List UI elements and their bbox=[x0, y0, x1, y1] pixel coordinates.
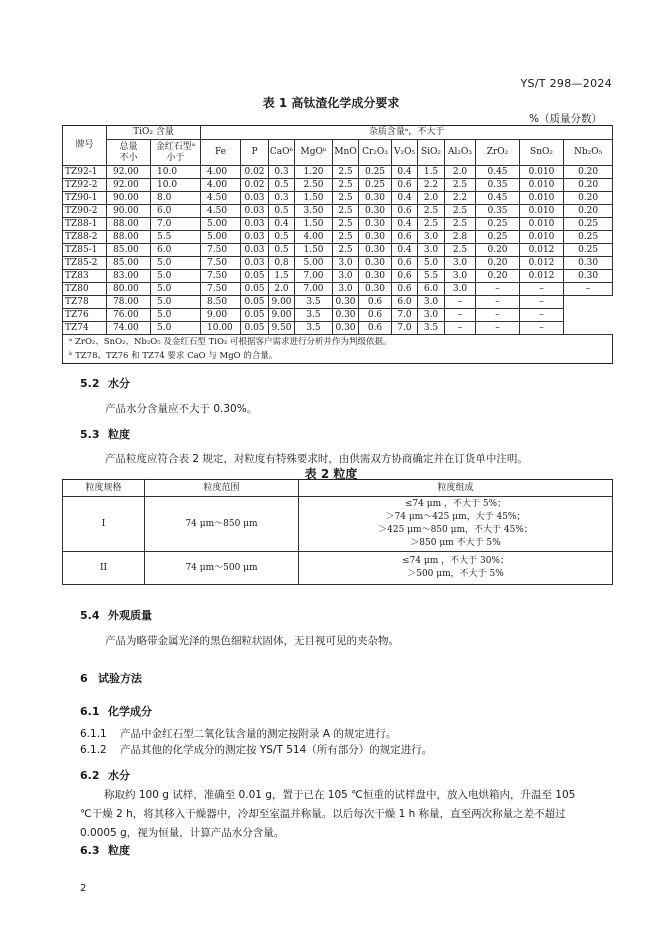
table-cell: 5.0 bbox=[151, 257, 201, 270]
table-cell: 7.0 bbox=[151, 218, 201, 231]
table-cell: – bbox=[445, 309, 476, 322]
table-cell: 0.010 bbox=[520, 231, 564, 244]
table-cell: 7.50 bbox=[201, 244, 241, 257]
table-cell: 0.6 bbox=[392, 231, 418, 244]
table-cell: 7.50 bbox=[201, 257, 241, 270]
section-5-2-text: 产品水分含量应不大于 0.30%。 bbox=[105, 403, 258, 415]
table-cell: 0.20 bbox=[476, 257, 520, 270]
table-cell: 0.5 bbox=[269, 205, 295, 218]
section-5-3-heading: 5.3 粒度 bbox=[80, 428, 130, 441]
table-cell: 4.50 bbox=[201, 192, 241, 205]
table-cell: 0.20 bbox=[476, 270, 520, 283]
section-5-4-text: 产品为略带金属光泽的黑色细粒状固体，无目视可见的夹杂物。 bbox=[105, 635, 399, 647]
table-cell: 74.00 bbox=[107, 322, 151, 335]
header-impurity-10: SnO₂ bbox=[520, 140, 564, 166]
table-cell: 0.45 bbox=[476, 192, 520, 205]
table-cell: 4.00 bbox=[201, 166, 241, 179]
table-cell: – bbox=[445, 296, 476, 309]
table-cell: – bbox=[520, 296, 564, 309]
table-cell: 6.0 bbox=[151, 244, 201, 257]
table-cell: TZ92-1 bbox=[63, 166, 107, 179]
table-cell: 76.00 bbox=[107, 309, 151, 322]
header-impurity-7: SiO₂ bbox=[418, 140, 445, 166]
table-cell: – bbox=[476, 296, 520, 309]
t2-header-composition: 粒度组成 bbox=[299, 480, 613, 497]
table-cell: 2.5 bbox=[333, 192, 359, 205]
table-cell: 0.6 bbox=[392, 270, 418, 283]
table-cell: 1.20 bbox=[295, 166, 333, 179]
header-impurity-4: MnO bbox=[333, 140, 359, 166]
table-cell: 90.00 bbox=[107, 205, 151, 218]
table-cell: 5.0 bbox=[151, 270, 201, 283]
table-cell: 0.30 bbox=[333, 309, 359, 322]
table-row bbox=[63, 231, 613, 244]
table-cell: TZ88-1 bbox=[63, 218, 107, 231]
table-cell: 0.010 bbox=[520, 205, 564, 218]
table-cell: 0.30 bbox=[359, 283, 392, 296]
table-note: ᵃ ZrO₂、SnO₂、Nb₂O₅ 及金红石型 TiO₂ 可根据客户需求进行分析并作为判级依据。 bbox=[63, 335, 613, 350]
table-cell: 3.0 bbox=[445, 257, 476, 270]
table-cell: 8.50 bbox=[201, 296, 241, 309]
table-cell: 0.20 bbox=[564, 205, 613, 218]
table-cell: 0.30 bbox=[359, 244, 392, 257]
table-cell: 5.00 bbox=[201, 218, 241, 231]
table-cell: 0.20 bbox=[564, 179, 613, 192]
section-6-3-heading: 6.3 粒度 bbox=[80, 844, 130, 857]
header-tio2: TiO₂ 含量 bbox=[107, 126, 201, 140]
table-cell: 3.0 bbox=[418, 244, 445, 257]
table-cell: 5.5 bbox=[151, 231, 201, 244]
table-cell: TZ88-2 bbox=[63, 231, 107, 244]
table-cell: 3.0 bbox=[418, 309, 445, 322]
table-cell: 10.0 bbox=[151, 166, 201, 179]
t2-header-spec: 粒度规格 bbox=[63, 480, 145, 497]
table-cell: 5.00 bbox=[295, 257, 333, 270]
table-cell: 5.0 bbox=[151, 322, 201, 335]
table-cell: 1.50 bbox=[295, 192, 333, 205]
table-cell: 0.30 bbox=[564, 270, 613, 283]
table-cell: 0.20 bbox=[564, 192, 613, 205]
table-cell: 0.03 bbox=[241, 205, 269, 218]
t2-spec: I bbox=[63, 497, 145, 552]
table-cell: 2.8 bbox=[445, 231, 476, 244]
table-cell: 3.0 bbox=[333, 257, 359, 270]
table-cell: 0.010 bbox=[520, 192, 564, 205]
table1-unit: %（质量分数） bbox=[529, 113, 602, 125]
header-impurity-1: P bbox=[241, 140, 269, 166]
t2-header-range: 粒度范围 bbox=[145, 480, 299, 497]
table-cell: 7.0 bbox=[392, 309, 418, 322]
header-rutile: 金红石型ᵃ 小于 bbox=[151, 140, 201, 166]
section-6-1-heading: 6.1 化学成分 bbox=[80, 705, 152, 718]
table-cell: 0.03 bbox=[241, 257, 269, 270]
table-cell: 0.010 bbox=[520, 179, 564, 192]
table-row bbox=[63, 205, 613, 218]
table-cell: 80.00 bbox=[107, 283, 151, 296]
table1-title: 表 1 高钛渣化学成分要求 bbox=[262, 96, 400, 110]
table-cell: 0.5 bbox=[269, 231, 295, 244]
header-impurity-3: MgOᵇ bbox=[295, 140, 333, 166]
table-cell: 0.6 bbox=[392, 205, 418, 218]
table-note-row bbox=[63, 349, 613, 364]
table-cell: 0.4 bbox=[269, 218, 295, 231]
table-note-row bbox=[63, 335, 613, 350]
standard-code: YS/T 298—2024 bbox=[520, 77, 612, 90]
table-cell: – bbox=[476, 309, 520, 322]
table-cell: 0.20 bbox=[476, 244, 520, 257]
header-grade: 牌号 bbox=[63, 126, 107, 166]
t2-composition: ≤74 μm ，不大于 30%； ＞500 μm，不大于 5% bbox=[299, 552, 613, 585]
table-cell: 7.50 bbox=[201, 270, 241, 283]
table-row bbox=[63, 309, 613, 322]
table-cell: 10.00 bbox=[201, 322, 241, 335]
header-impurity-8: Al₂O₃ bbox=[445, 140, 476, 166]
table-row bbox=[63, 244, 613, 257]
table-cell: 2.5 bbox=[333, 218, 359, 231]
table-cell: 2.5 bbox=[418, 205, 445, 218]
table-cell: 4.50 bbox=[201, 205, 241, 218]
table-cell: 1.50 bbox=[295, 244, 333, 257]
table-cell: 4.00 bbox=[201, 179, 241, 192]
table-cell: 0.05 bbox=[241, 309, 269, 322]
table-cell: 9.00 bbox=[269, 296, 295, 309]
table-cell: 0.25 bbox=[564, 231, 613, 244]
table-cell: 8.0 bbox=[151, 192, 201, 205]
table-cell: 0.30 bbox=[359, 192, 392, 205]
section-6-2-heading: 6.2 水分 bbox=[80, 769, 130, 782]
section-6-heading: 6 试验方法 bbox=[80, 672, 142, 685]
table-cell: TZ80 bbox=[63, 283, 107, 296]
table-cell: 2.5 bbox=[445, 179, 476, 192]
header-impurity-9: ZrO₂ bbox=[476, 140, 520, 166]
table-cell: 4.00 bbox=[295, 231, 333, 244]
t2-spec: II bbox=[63, 552, 145, 585]
table-row bbox=[63, 192, 613, 205]
table-cell: 0.35 bbox=[476, 205, 520, 218]
table-cell: 0.6 bbox=[359, 322, 392, 335]
table-cell: 0.25 bbox=[476, 231, 520, 244]
table-cell: 88.00 bbox=[107, 231, 151, 244]
table-cell: 0.4 bbox=[392, 218, 418, 231]
table2-title: 表 2 粒度 bbox=[304, 467, 358, 481]
table-cell: 83.00 bbox=[107, 270, 151, 283]
table-cell: 0.02 bbox=[241, 179, 269, 192]
table-cell: 3.0 bbox=[445, 283, 476, 296]
table-cell: 0.5 bbox=[269, 179, 295, 192]
table-cell: 6.0 bbox=[151, 205, 201, 218]
section-6-2-text: 称取约 100 g 试样，准确至 0.01 g，置于已在 105 ℃恒重的试样盘中，放入电烘箱内，升温至 105 ℃干燥 2 h，将其移入干燥器中，冷却至室温并称量。以后每次干燥 1 h 称量，直至两次称量之差不超过 0.0005 g，视为恒量，计算产品水分含量。 bbox=[80, 789, 576, 839]
table-cell: 90.00 bbox=[107, 192, 151, 205]
table-cell: 0.3 bbox=[269, 166, 295, 179]
section-5-3-text: 产品粒度应符合表 2 规定，对粒度有特殊要求时，由供需双方协商确定并在订货单中注明。 bbox=[105, 453, 528, 465]
table-cell: 0.012 bbox=[520, 257, 564, 270]
table-cell: TZ85-2 bbox=[63, 257, 107, 270]
table-note: ᵇ TZ78、TZ76 和 TZ74 要求 CaO 与 MgO 的合量。 bbox=[63, 349, 613, 364]
table-cell: 0.6 bbox=[392, 257, 418, 270]
table-cell: 2.5 bbox=[445, 218, 476, 231]
table-cell: 0.8 bbox=[269, 257, 295, 270]
table-cell: 3.0 bbox=[333, 283, 359, 296]
section-5-4-heading: 5.4 外观质量 bbox=[80, 609, 152, 622]
table-cell: 0.03 bbox=[241, 218, 269, 231]
table-cell: 2.5 bbox=[445, 205, 476, 218]
table-row bbox=[63, 283, 613, 296]
table-cell: 5.0 bbox=[151, 296, 201, 309]
table-cell: 0.4 bbox=[392, 192, 418, 205]
t2-range: 74 μm～850 μm bbox=[145, 497, 299, 552]
table-row bbox=[63, 270, 613, 283]
table-cell: 6.0 bbox=[392, 296, 418, 309]
table-cell: 0.4 bbox=[392, 244, 418, 257]
table2-row bbox=[63, 497, 613, 552]
table-cell: 7.50 bbox=[201, 283, 241, 296]
header-impurity-0: Fe bbox=[201, 140, 241, 166]
table-cell: 9.00 bbox=[269, 309, 295, 322]
table-cell: 5.0 bbox=[151, 283, 201, 296]
table-cell: TZ92-2 bbox=[63, 179, 107, 192]
table-cell: 0.012 bbox=[520, 244, 564, 257]
table-cell: 3.5 bbox=[295, 309, 333, 322]
table-cell: 3.50 bbox=[295, 205, 333, 218]
table-cell: 0.25 bbox=[359, 179, 392, 192]
table-cell: 0.6 bbox=[392, 179, 418, 192]
table-cell: 0.5 bbox=[269, 244, 295, 257]
table-cell: – bbox=[476, 322, 520, 335]
table-cell: TZ76 bbox=[63, 309, 107, 322]
table-cell: – bbox=[520, 322, 564, 335]
table-cell: 2.5 bbox=[333, 205, 359, 218]
table-cell: TZ83 bbox=[63, 270, 107, 283]
table-cell: 2.5 bbox=[418, 218, 445, 231]
table-cell: – bbox=[520, 283, 564, 296]
table-cell: 10.0 bbox=[151, 179, 201, 192]
table-cell: 92.00 bbox=[107, 166, 151, 179]
table-cell: 2.5 bbox=[333, 231, 359, 244]
table-cell: 0.010 bbox=[520, 218, 564, 231]
table-cell: 7.00 bbox=[295, 270, 333, 283]
table-row bbox=[63, 218, 613, 231]
table-cell: 3.0 bbox=[445, 270, 476, 283]
table-cell: 0.25 bbox=[564, 218, 613, 231]
table-cell: 2.5 bbox=[333, 179, 359, 192]
table-cell: 3.5 bbox=[295, 296, 333, 309]
table-cell: 7.0 bbox=[392, 322, 418, 335]
table-cell: – bbox=[520, 309, 564, 322]
table-cell: 0.30 bbox=[564, 257, 613, 270]
t2-range: 74 μm～500 μm bbox=[145, 552, 299, 585]
table-row bbox=[63, 322, 613, 335]
table-cell: 0.02 bbox=[241, 166, 269, 179]
table-cell: 9.00 bbox=[201, 309, 241, 322]
table-row bbox=[63, 257, 613, 270]
table-cell: 5.0 bbox=[418, 257, 445, 270]
table-row bbox=[63, 166, 613, 179]
page-number: 2 bbox=[80, 883, 87, 894]
table-cell: 2.50 bbox=[295, 179, 333, 192]
table-cell: 0.25 bbox=[476, 218, 520, 231]
table-cell: 0.30 bbox=[333, 296, 359, 309]
table-cell: 0.05 bbox=[241, 283, 269, 296]
table-cell: 1.5 bbox=[269, 270, 295, 283]
header-impurity-11: Nb₂O₅ bbox=[564, 140, 613, 166]
table-cell: 5.00 bbox=[201, 231, 241, 244]
table-cell: TZ90-1 bbox=[63, 192, 107, 205]
table-cell: 0.03 bbox=[241, 192, 269, 205]
table-cell: 5.5 bbox=[418, 270, 445, 283]
table-cell: 0.03 bbox=[241, 231, 269, 244]
table-cell: 0.25 bbox=[564, 244, 613, 257]
table-cell: – bbox=[445, 322, 476, 335]
table-cell: 1.5 bbox=[418, 166, 445, 179]
section-6-1-1: 6.1.1 产品中金红石型二氧化钛含量的测定按附录 A 的规定进行。 bbox=[80, 728, 397, 740]
table-cell: 2.0 bbox=[269, 283, 295, 296]
table-cell: 0.20 bbox=[564, 166, 613, 179]
table-cell: 6.0 bbox=[418, 283, 445, 296]
table-cell: 1.50 bbox=[295, 218, 333, 231]
table-cell: TZ74 bbox=[63, 322, 107, 335]
table-cell: 0.30 bbox=[359, 205, 392, 218]
table-row bbox=[63, 179, 613, 192]
table-cell: 0.6 bbox=[359, 309, 392, 322]
particle-size-table bbox=[62, 479, 613, 585]
t2-composition: ≤74 μm ，不大于 5%； ＞74 μm～425 μm，大于 45%； ＞425 μm～850 μm，不大于 45%； ＞850 μm 不大于 5% bbox=[299, 497, 613, 552]
header-impurity-6: V₂O₅ bbox=[392, 140, 418, 166]
table-cell: 0.4 bbox=[392, 166, 418, 179]
table-cell: 0.3 bbox=[269, 192, 295, 205]
table-cell: 0.05 bbox=[241, 322, 269, 335]
header-impurity-2: CaOᵇ bbox=[269, 140, 295, 166]
table-cell: 0.6 bbox=[392, 283, 418, 296]
table-cell: 5.0 bbox=[151, 309, 201, 322]
table-cell: 0.35 bbox=[476, 179, 520, 192]
table-cell: 0.30 bbox=[333, 322, 359, 335]
table-cell: TZ78 bbox=[63, 296, 107, 309]
table-cell: 0.30 bbox=[359, 270, 392, 283]
table-cell: – bbox=[564, 283, 613, 296]
table-cell: 7.00 bbox=[295, 283, 333, 296]
table-cell: 3.0 bbox=[418, 296, 445, 309]
table-cell: 85.00 bbox=[107, 257, 151, 270]
section-5-2-heading: 5.2 水分 bbox=[80, 377, 130, 390]
table-cell: 2.5 bbox=[445, 244, 476, 257]
table-cell: 0.03 bbox=[241, 244, 269, 257]
table-cell: 9.50 bbox=[269, 322, 295, 335]
table-cell: 3.5 bbox=[295, 322, 333, 335]
table-cell: 0.30 bbox=[359, 231, 392, 244]
table-cell: 0.010 bbox=[520, 166, 564, 179]
table-cell: 3.0 bbox=[418, 231, 445, 244]
header-impurity-5: Cr₂O₃ bbox=[359, 140, 392, 166]
table-cell: 88.00 bbox=[107, 218, 151, 231]
section-6-1-2: 6.1.2 产品其他的化学成分的测定按 YS/T 514（所有部分）的规定进行。 bbox=[80, 744, 433, 756]
table-cell: 2.2 bbox=[418, 179, 445, 192]
table-cell: 3.5 bbox=[418, 322, 445, 335]
table-row bbox=[63, 296, 613, 309]
table-cell: 2.0 bbox=[418, 192, 445, 205]
table-cell: 3.0 bbox=[333, 270, 359, 283]
table-cell: 0.05 bbox=[241, 270, 269, 283]
table-cell: 0.45 bbox=[476, 166, 520, 179]
header-impurity: 杂质含量ᵃ，不大于 bbox=[201, 126, 613, 140]
table-cell: 0.30 bbox=[359, 257, 392, 270]
table-cell: 2.5 bbox=[333, 166, 359, 179]
table-cell: 0.30 bbox=[359, 218, 392, 231]
table-cell: 0.25 bbox=[359, 166, 392, 179]
table-cell: TZ90-2 bbox=[63, 205, 107, 218]
table-cell: 85.00 bbox=[107, 244, 151, 257]
table-cell: 2.0 bbox=[445, 166, 476, 179]
table2-row bbox=[63, 552, 613, 585]
table-cell: 2.5 bbox=[333, 244, 359, 257]
table-cell: 0.05 bbox=[241, 296, 269, 309]
table-cell: 0.012 bbox=[520, 270, 564, 283]
header-total: 总量 不小 bbox=[107, 140, 151, 166]
chemical-composition-table bbox=[62, 125, 613, 364]
table-cell: 78.00 bbox=[107, 296, 151, 309]
table-cell: 0.6 bbox=[359, 296, 392, 309]
table-cell: 92.00 bbox=[107, 179, 151, 192]
table-cell: TZ85-1 bbox=[63, 244, 107, 257]
table-cell: – bbox=[476, 283, 520, 296]
table-cell: 2.2 bbox=[445, 192, 476, 205]
